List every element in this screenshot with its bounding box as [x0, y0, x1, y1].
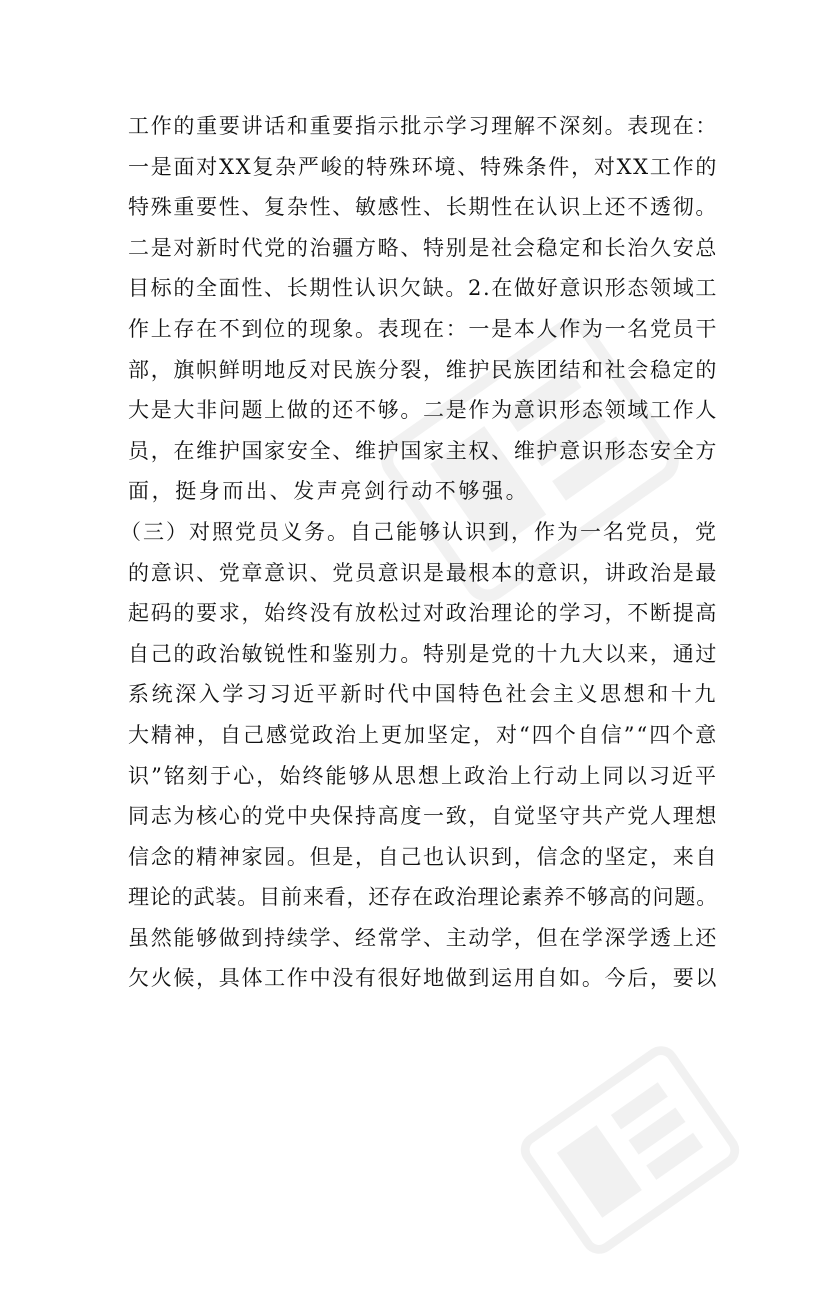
watermark-logo-icon: [477, 997, 783, 1303]
text-line: 员，在维护国家安全、维护国家主权、维护意识形态安全方: [128, 438, 718, 463]
text-line: 大精神，自己感觉政治上更加坚定，对“四个自信”“四个意: [128, 722, 719, 747]
text-line: 面，挺身而出、发声亮剑行动不够强。: [128, 479, 530, 504]
text-line: 作上存在不到位的现象。表现在：一是本人作为一名党员干: [128, 316, 718, 341]
section-heading-line: （三）对照党员义务。自己能够认识到，作为一名党员，党: [120, 519, 718, 544]
text-line: 欠火候，具体工作中没有很好地做到运用自如。今后，要以: [128, 966, 718, 991]
text-line: 同志为核心的党中央保持高度一致，自觉坚守共产党人理想: [128, 804, 718, 829]
text-line: 部，旗帜鲜明地反对民族分裂，维护民族团结和社会稳定的: [128, 357, 718, 382]
text-line: 自己的政治敏锐性和鉴别力。特别是党的十九大以来，通过: [128, 641, 718, 666]
text-line: 目标的全面性、长期性认识欠缺。2.在做好意识形态领域工: [128, 276, 718, 301]
text-line: 工作的重要讲话和重要指示批示学习理解不深刻。表现在：: [128, 114, 718, 138]
text-line: 信念的精神家园。但是，自己也认识到，信念的坚定，来自: [128, 844, 718, 869]
text-line: 特殊重要性、复杂性、敏感性、长期性在认识上还不透彻。: [128, 195, 718, 220]
text-line: 理论的武装。目前来看，还存在政治理论素养不够高的问题。: [128, 885, 718, 910]
body-text: [120, 106, 719, 999]
text-line: 一是面对XX复杂严峻的特殊环境、特殊条件，对XX工作的: [128, 154, 718, 179]
text-line: 系统深入学习习近平新时代中国特色社会主义思想和十九: [128, 682, 718, 707]
text-line: 虽然能够做到持续学、经常学、主动学，但在学深学透上还: [128, 925, 718, 950]
text-line: 大是大非问题上做的还不够。二是作为意识形态领域工作人: [128, 398, 718, 423]
text-line: 的意识、党章意识、党员意识是最根本的意识，讲政治是最: [128, 560, 718, 585]
text-line: 识”铭刻于心，始终能够从思想上政治上行动上同以习近平: [128, 763, 718, 788]
text-line: 起码的要求，始终没有放松过对政治理论的学习，不断提高: [128, 601, 718, 626]
text-line: 二是对新时代党的治疆方略、特别是社会稳定和长治久安总: [128, 235, 718, 260]
